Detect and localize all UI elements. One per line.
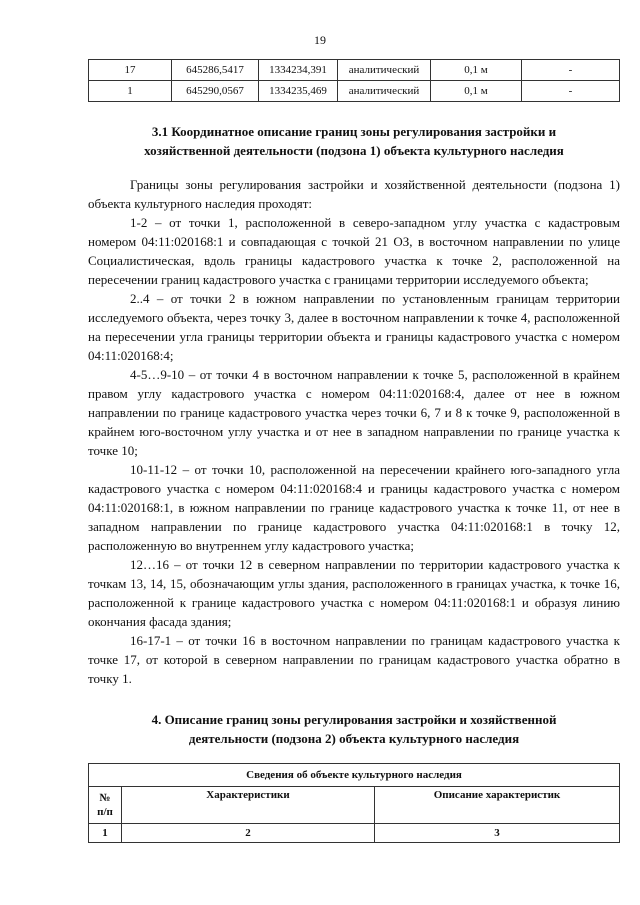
column-header-number: № п/п bbox=[89, 787, 122, 824]
paragraph: 12…16 – от точки 12 в северном направлении по территории кадастрового участка к точкам 13, 14, 15, обозначающим углы здания, расположенного в границах участка, к точке 16, расположенной к границе кадастрового участка с номером 04:11:020168:1 и образуя линию окончания фасада здания; bbox=[88, 557, 620, 629]
column-header-characteristics: Характеристики bbox=[122, 787, 375, 824]
table-cell: 1334235,469 bbox=[259, 81, 338, 102]
table-cell: аналитический bbox=[338, 81, 431, 102]
paragraph: 1-2 – от точки 1, расположенной в северо-западном углу участка с кадастровым номером 04:11:020168:1 и совпадающая с точкой 21 ОЗ, в восточном направлении по улице Социалистическая, вдоль границы кадастрового участка к точке 2, расположенной на пересечении границ кадастрового участка с границами территории исследуемого объекта; bbox=[88, 215, 620, 287]
coordinate-table bbox=[88, 59, 620, 102]
heading-line: хозяйственной деятельности (подзона 1) объекта культурного наследия bbox=[144, 143, 564, 158]
heading-line: 4. Описание границ зоны регулирования застройки и хозяйственной bbox=[151, 712, 557, 727]
table-row bbox=[89, 824, 620, 843]
paragraph: Границы зоны регулирования застройки и хозяйственной деятельности (подзона 1) объекта культурного наследия проходят: bbox=[88, 177, 620, 211]
table-cell: 0,1 м bbox=[431, 81, 522, 102]
paragraph: 16-17-1 – от точки 16 в восточном направлении по границам кадастрового участка к точке 17, от которой в северном направлении по границам кадастрового участка обратно в точку 1. bbox=[88, 633, 620, 686]
table-cell: 1 bbox=[89, 824, 122, 843]
heading-line: 3.1 Координатное описание границ зоны регулирования застройки и bbox=[151, 124, 557, 139]
table-row bbox=[89, 60, 620, 81]
table-cell: 1334234,391 bbox=[259, 60, 338, 81]
table-cell: 645290,0567 bbox=[172, 81, 259, 102]
column-header-description: Описание характеристик bbox=[375, 787, 620, 824]
paragraph: 10-11-12 – от точки 10, расположенной на пересечении крайнего юго-западного угла кадастрового участка с номером 04:11:020168:4 и границы кадастрового участка с номером 04:11:020168:1, в южном направлении по границе кадастрового участка к точке 11, от нее в западном направлении по границе кадастрового участка 04:11:020168:1 в точку 12, расположенную во внутреннем углу кадастрового участка; bbox=[88, 462, 620, 553]
table-cell: 2 bbox=[122, 824, 375, 843]
table-cell: аналитический bbox=[338, 60, 431, 81]
table-cell: 0,1 м bbox=[431, 60, 522, 81]
heading-line: деятельности (подзона 2) объекта культурного наследия bbox=[188, 731, 520, 746]
table-cell: - bbox=[522, 60, 620, 81]
table-cell: 645286,5417 bbox=[172, 60, 259, 81]
table-cell: 17 bbox=[89, 60, 172, 81]
object-info-table bbox=[88, 763, 620, 843]
section-heading-4 bbox=[88, 710, 620, 748]
page-number: 19 bbox=[314, 33, 326, 47]
table-row bbox=[89, 787, 620, 824]
paragraph: 4-5…9-10 – от точки 4 в восточном направлении к точке 5, расположенной в крайнем правом углу кадастрового участка с номером 04:11:020168:4, далее от нее в южном направлении по границе кадастрового участка через точки 6, 7 и 8 к точке 9, расположенной в крайнем юго-восточном углу участка и от нее в западном направлении по границе участка к точке 10; bbox=[88, 367, 620, 458]
table-cell: 3 bbox=[375, 824, 620, 843]
table-row bbox=[89, 764, 620, 787]
paragraph: 2..4 – от точки 2 в южном направлении по установленным границам территории исследуемого объекта, через точку 3, далее в восточном направлении к точке 4, расположенной на пересечении угла границы территории объекта и границы кадастрового участка с номером 04:11:020168:4; bbox=[88, 291, 620, 363]
table-cell: - bbox=[522, 81, 620, 102]
table-cell: 1 bbox=[89, 81, 172, 102]
section-body-3-1 bbox=[88, 175, 620, 688]
section-heading-3-1 bbox=[88, 122, 620, 160]
table-row bbox=[89, 81, 620, 102]
table-title: Сведения об объекте культурного наследия bbox=[89, 764, 620, 787]
